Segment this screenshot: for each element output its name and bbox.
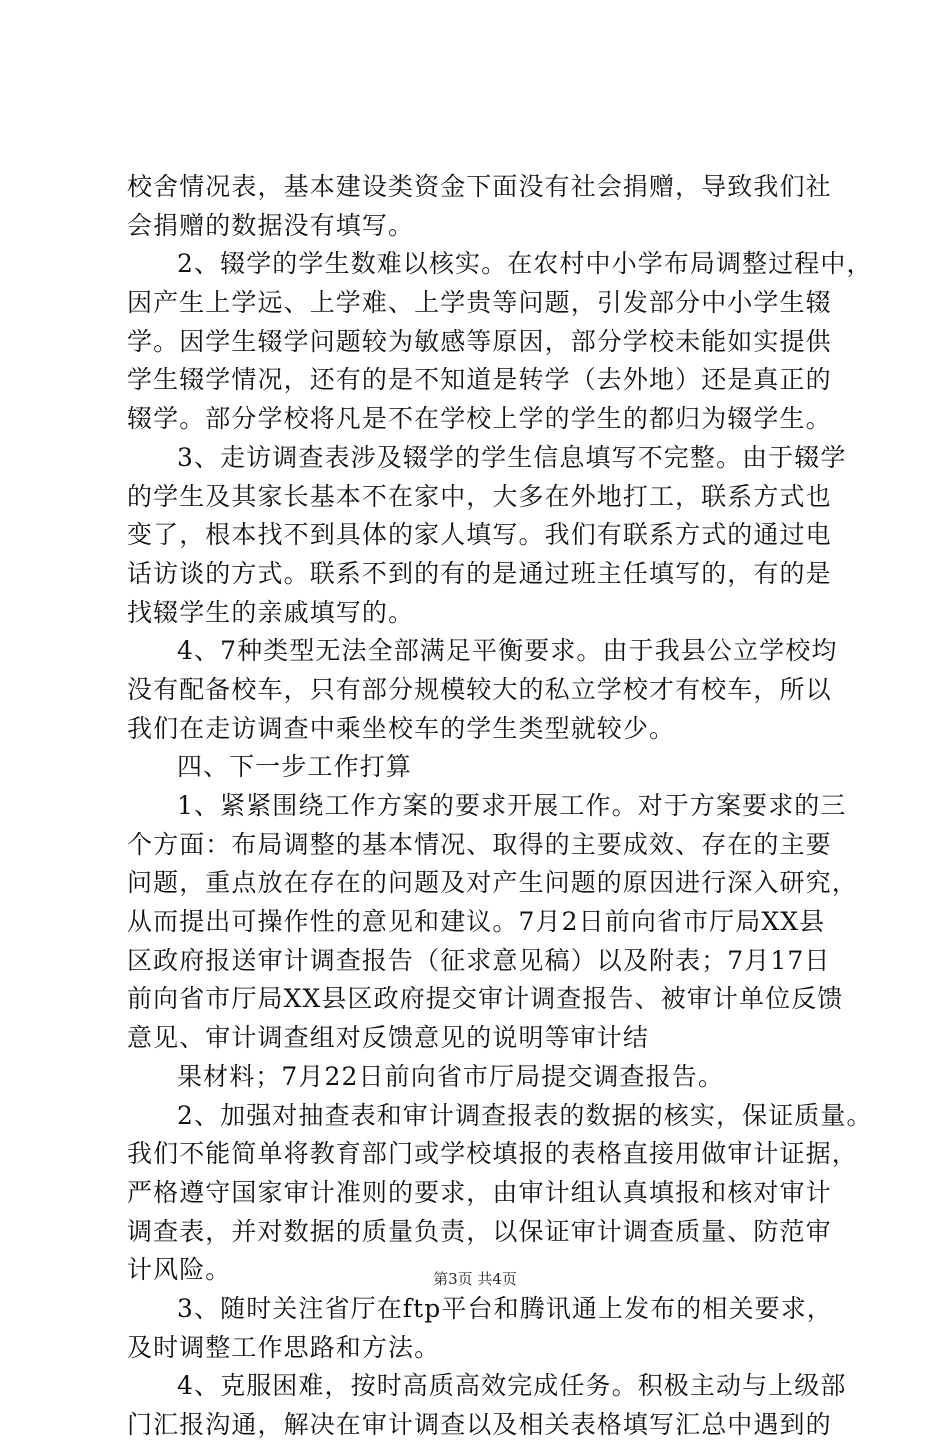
text-line: 1、紧紧围绕工作方案的要求开展工作。对于方案要求的三 [177,791,847,820]
text-line: 的学生及其家长基本不在家中，大多在外地打工，联系方式也 [127,481,832,511]
text-line: 话访谈的方式。联系不到的有的是通过班主任填写的，有的是 [127,558,832,588]
text-line: 门汇报沟通，解决在审计调查以及相关表格填写汇总中遇到的 [127,1410,832,1439]
text-line: 2、加强对抽查表和审计调查报表的数据的核实，保证质量。 [177,1100,873,1130]
text-line: 辍学。部分学校将凡是不在学校上学的学生的都归为辍学生。 [127,404,832,434]
text-line: 找辍学生的亲戚填写的。 [127,597,415,627]
page-number-footer: 第3页 共4页 [433,1270,517,1288]
text-line: 会捐赠的数据没有填写。 [127,210,415,240]
text-line: 4、7种类型无法全部满足平衡要求。由于我县公立学校均 [177,636,838,666]
text-line: 因产生上学远、上学难、上学贵等问题，引发部分中小学生辍 [127,288,832,318]
section-heading: 四、下一步工作打算 [177,752,412,782]
text-line: 前向省市厅局XX县区政府提交审计调查报告、被审计单位反馈 [127,984,844,1014]
text-line: 意见、审计调查组对反馈意见的说明等审计结 [127,1023,650,1053]
text-line: 2、辍学的学生数难以核实。在农村中小学布局调整过程中， [177,249,873,279]
text-line: 4、克服困难，按时高质高效完成任务。积极主动与上级部 [177,1371,847,1401]
text-line: 严格遵守国家审计准则的要求，由审计组认真填报和核对审计 [127,1177,832,1207]
text-line: 学生辍学情况，还有的是不知道是转学（去外地）还是真正的 [127,365,832,395]
text-line: 调查表，并对数据的质量负责，以保证审计调查质量、防范审 [127,1216,832,1246]
text-line: 学。因学生辍学问题较为敏感等原因，部分学校未能如实提供 [127,326,832,356]
text-line: 3、走访调查表涉及辍学的学生信息填写不完整。由于辍学 [177,442,847,472]
text-line: 没有配备校车，只有部分规模较大的私立学校才有校车，所以 [127,674,832,704]
text-line: 个方面：布局调整的基本情况、取得的主要成效、存在的主要 [127,829,832,859]
text-line: 问题，重点放在存在的问题及对产生问题的原因进行深入研究， [127,868,858,898]
text-line: 我们不能简单将教育部门或学校填报的表格直接用做审计证据， [127,1139,858,1169]
text-line: 变了，根本找不到具体的家人填写。我们有联系方式的通过电 [127,520,832,550]
text-line: 果材料；7月22日前向省市厅局提交调查报告。 [177,1061,724,1091]
text-line: 区政府报送审计调查报告（征求意见稿）以及附表；7月17日 [127,945,831,975]
text-line: 校舍情况表，基本建设类资金下面没有社会捐赠，导致我们社 [127,172,832,201]
text-line: 及时调整工作思路和方法。 [127,1332,441,1362]
text-line: 我们在走访调查中乘坐校车的学生类型就较少。 [127,713,676,743]
text-line: 从而提出可操作性的意见和建议。7月2日前向省市厅局XX县 [127,907,826,937]
text-line: 3、随时关注省厅在ftp平台和腾讯通上发布的相关要求， [177,1293,833,1323]
text-line: 计风险。 [127,1255,232,1285]
document-body [127,168,873,1445]
